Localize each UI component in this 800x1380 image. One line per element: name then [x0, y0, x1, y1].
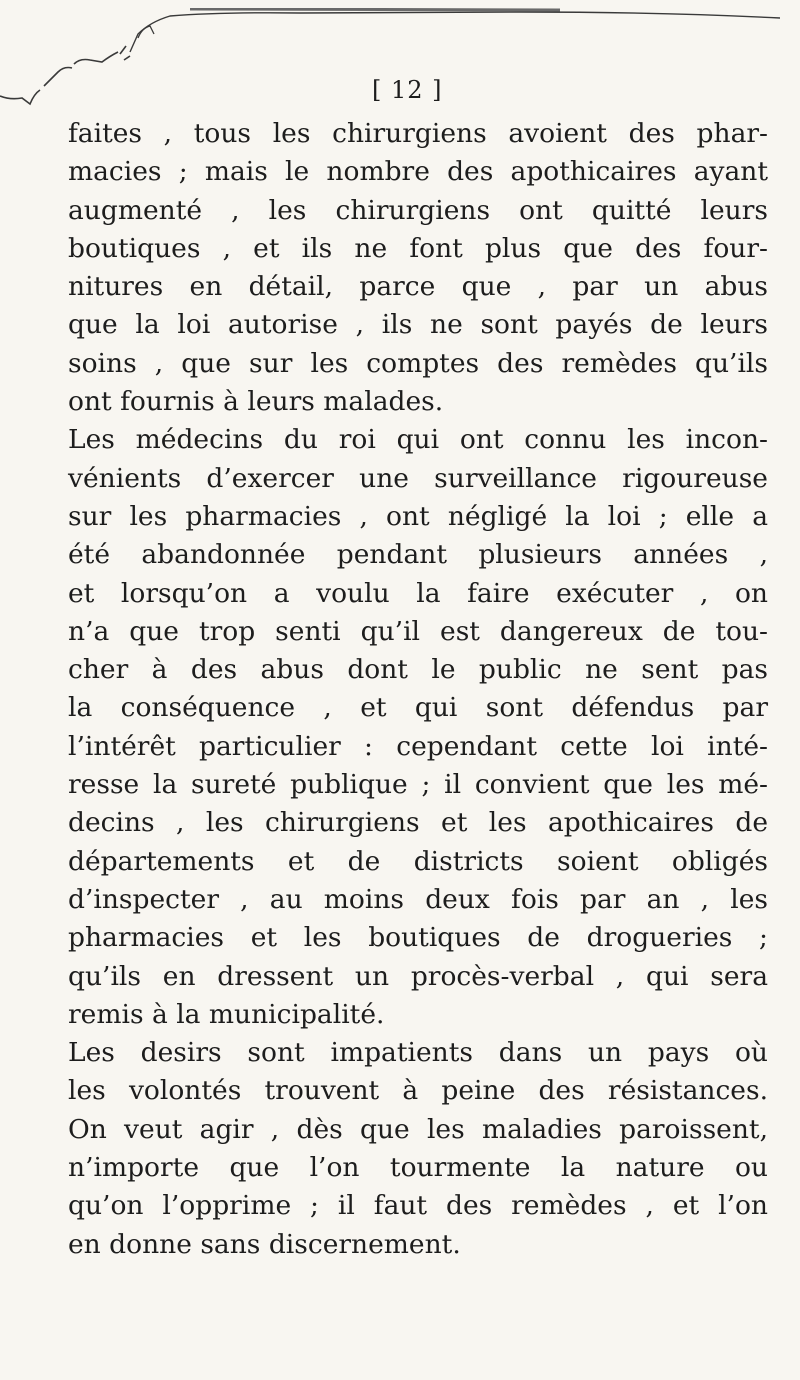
text-line: qu’on l’opprime ; il faut des remèdes , et l’on — [68, 1190, 768, 1222]
text-line: d’inspecter , au moins deux fois par an , les — [68, 883, 768, 915]
text-line: faites , tous les chirurgiens avoient des phar- — [68, 118, 768, 149]
text-line: en donne sans discernement. — [68, 1228, 461, 1260]
text-line: la conséquence , et qui sont défendus par — [68, 692, 768, 724]
text-line: decins , les chirurgiens et les apothicaires de — [68, 807, 768, 839]
text-line: été abandonnée pendant plusieurs années , — [68, 539, 768, 571]
text-line: l’intérêt particulier : cependant cette loi inté- — [68, 730, 768, 762]
text-line: vénients d’exercer une surveillance rigoureuse — [68, 462, 768, 494]
text-line: On veut agir , dès que les maladies paroissent, — [68, 1113, 768, 1145]
text-line: n’importe que l’on tourmente la nature ou — [68, 1152, 768, 1184]
text-line: n’a que trop senti qu’il est dangereux de tou- — [68, 615, 768, 647]
body-text — [68, 115, 768, 1264]
text-line: Les desirs sont impatients dans un pays où — [68, 1037, 768, 1069]
text-line: Les médecins du roi qui ont connu les incon- — [68, 424, 768, 456]
text-line: départements et de districts soient obligés — [68, 845, 768, 877]
text-line: resse la sureté publique ; il convient que les mé- — [68, 769, 768, 801]
text-line: macies ; mais le nombre des apothicaires ayant — [68, 156, 768, 188]
text-line: pharmacies et les boutiques de drogueries ; — [68, 922, 768, 954]
text-line: augmenté , les chirurgiens ont quitté leurs — [68, 194, 768, 226]
text-line: remis à la municipalité. — [68, 998, 385, 1030]
text-line: qu’ils en dressent un procès-verbal , qui sera — [68, 960, 768, 992]
text-line: soins , que sur les comptes des remèdes qu’ils — [68, 347, 768, 379]
page-number: [ 12 ] — [372, 76, 443, 104]
text-line: boutiques , et ils ne font plus que des four- — [68, 232, 768, 264]
text-line: ont fournis à leurs malades. — [68, 386, 444, 418]
text-line: les volontés trouvent à peine des résistances. — [68, 1075, 768, 1107]
text-line: que la loi autorise , ils ne sont payés de leurs — [68, 309, 768, 341]
text-line: nitures en détail, parce que , par un abus — [68, 271, 768, 303]
text-line: cher à des abus dont le public ne sent pas — [68, 654, 768, 686]
text-line: sur les pharmacies , ont négligé la loi ; elle a — [68, 500, 768, 532]
text-line: et lorsqu’on a voulu la faire exécuter , on — [68, 577, 768, 609]
